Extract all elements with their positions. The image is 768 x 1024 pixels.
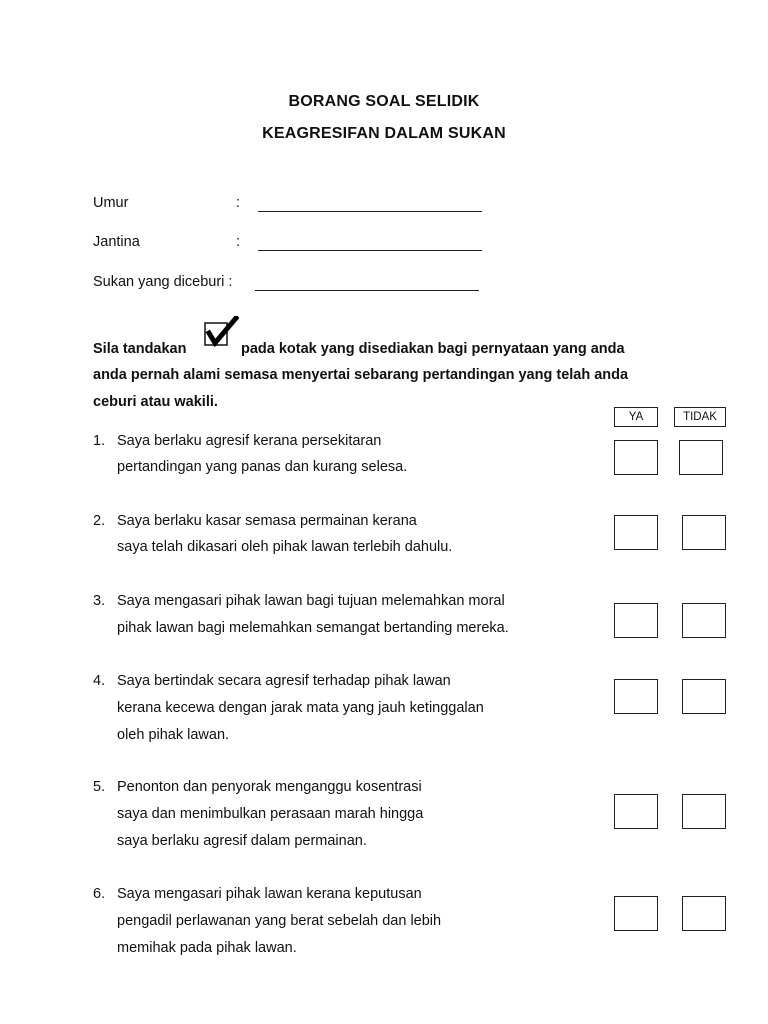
form-title: BORANG SOAL SELIDIK — [288, 93, 480, 110]
instruction-text-line1: pada kotak yang disediakan bagi pernyataan yang anda — [241, 341, 625, 357]
question-5-text: saya dan menimbulkan perasaan marah hingga — [117, 806, 424, 822]
question-4-ya-checkbox[interactable] — [614, 679, 658, 714]
question-2-number: 2. — [93, 513, 106, 529]
question-1-text: pertandingan yang panas dan kurang selesa. — [117, 459, 408, 475]
question-1-number: 1. — [93, 433, 106, 449]
question-3-ya-checkbox[interactable] — [614, 603, 658, 638]
question-5-ya-checkbox[interactable] — [614, 794, 658, 829]
question-6-tidak-checkbox[interactable] — [682, 896, 726, 931]
sport-label: Sukan yang diceburi : — [93, 274, 233, 290]
question-5-text: saya berlaku agresif dalam permainan. — [117, 833, 367, 849]
question-3-number: 3. — [93, 593, 106, 609]
age-label: Umur — [93, 195, 129, 211]
question-6-number: 6. — [93, 886, 106, 902]
question-5-text: Penonton dan penyorak menganggu kosentrasi — [117, 779, 422, 795]
question-1-text: Saya berlaku agresif kerana persekitaran — [117, 433, 382, 449]
question-6-text: pengadil perlawanan yang berat sebelah dan lebih — [117, 913, 442, 929]
question-4-text: Saya bertindak secara agresif terhadap pihak lawan — [117, 673, 451, 689]
header-tidak: TIDAK — [674, 407, 726, 427]
question-6-text: Saya mengasari pihak lawan kerana keputusan — [117, 886, 422, 902]
gender-label: Jantina — [93, 234, 140, 250]
checkbox-checked-icon — [203, 316, 239, 350]
form-subtitle: KEAGRESIFAN DALAM SUKAN — [262, 125, 506, 142]
question-4-text: kerana kecewa dengan jarak mata yang jauh ketinggalan — [117, 700, 484, 716]
question-4-tidak-checkbox[interactable] — [682, 679, 726, 714]
question-4-number: 4. — [93, 673, 106, 689]
question-2-ya-checkbox[interactable] — [614, 515, 658, 550]
question-2-text: Saya berlaku kasar semasa permainan kerana — [117, 513, 417, 529]
instruction-text-start: Sila tandakan — [93, 341, 187, 357]
gender-colon: : — [236, 234, 241, 250]
question-3-tidak-checkbox[interactable] — [682, 603, 726, 638]
instruction-text-line2: anda pernah alami semasa menyertai sebarang pertandingan yang telah anda — [93, 367, 629, 383]
question-2-text: saya telah dikasari oleh pihak lawan terlebih dahulu. — [117, 539, 453, 555]
header-ya: YA — [614, 407, 658, 427]
question-3-text: Saya mengasari pihak lawan bagi tujuan melemahkan moral — [117, 593, 505, 609]
question-5-tidak-checkbox[interactable] — [682, 794, 726, 829]
sport-field[interactable] — [255, 290, 479, 291]
question-6-text: memihak pada pihak lawan. — [117, 940, 297, 956]
age-field[interactable] — [258, 211, 482, 212]
question-4-text: oleh pihak lawan. — [117, 727, 230, 743]
question-6-ya-checkbox[interactable] — [614, 896, 658, 931]
question-3-text: pihak lawan bagi melemahkan semangat bertanding mereka. — [117, 620, 509, 636]
question-1-ya-checkbox[interactable] — [614, 440, 658, 475]
question-2-tidak-checkbox[interactable] — [682, 515, 726, 550]
gender-field[interactable] — [258, 250, 482, 251]
question-1-tidak-checkbox[interactable] — [679, 440, 723, 475]
instruction-text-line3: ceburi atau wakili. — [93, 394, 218, 410]
age-colon: : — [236, 195, 241, 211]
question-5-number: 5. — [93, 779, 106, 795]
